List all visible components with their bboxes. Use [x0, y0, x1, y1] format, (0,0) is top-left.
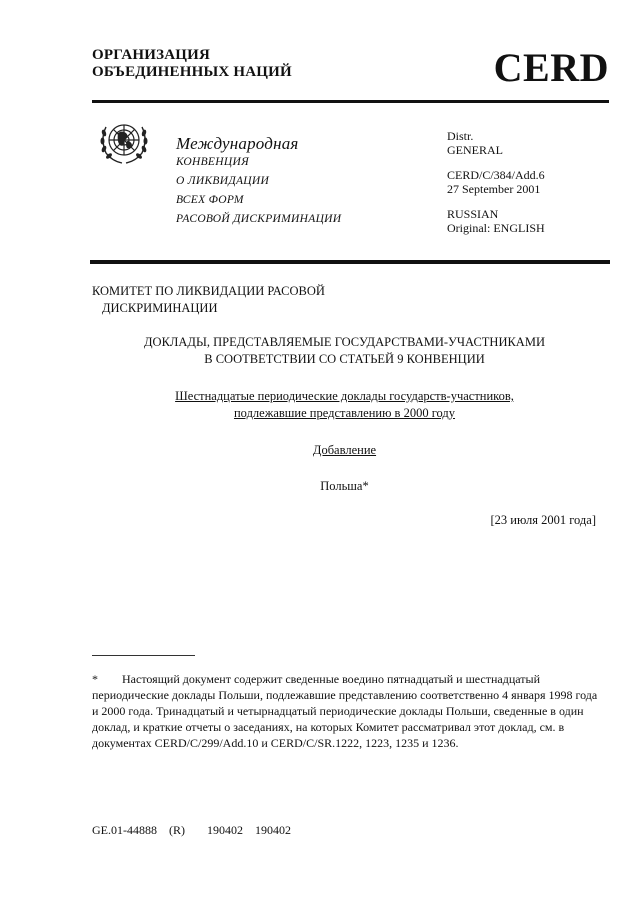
- convention-line-4: ВСЕХ ФОРМ: [176, 194, 244, 206]
- reports-line-2: В СООТВЕТСТВИИ СО СТАТЬЕЙ 9 КОНВЕНЦИИ: [204, 352, 485, 366]
- convention-line-1: Международная: [176, 134, 299, 153]
- reports-heading: [92, 334, 597, 368]
- reports-line-1: ДОКЛАДЫ, ПРЕДСТАВЛЯЕМЫЕ ГОСУДАРСТВАМИ-УЧАСТНИКАМИ: [144, 335, 545, 349]
- convention-line-5: РАСОВОЙ ДИСКРИМИНАЦИИ: [176, 213, 342, 225]
- footnote-marker: *: [92, 672, 98, 686]
- revision-code: (R): [169, 823, 185, 837]
- section-rule: [90, 260, 610, 264]
- report-date: [23 июля 2001 года]: [490, 513, 596, 527]
- footnote-separator: [92, 655, 195, 656]
- document-metadata: [447, 130, 545, 235]
- org-line-1: ОРГАНИЗАЦИЯ: [92, 47, 211, 63]
- addendum-label: Добавление: [312, 443, 377, 457]
- organization-name: [92, 47, 292, 81]
- footnote: [92, 671, 600, 751]
- convention-line-2: КОНВЕНЦИЯ: [176, 156, 249, 168]
- distribution-value: GENERAL: [447, 142, 503, 157]
- code-1: 190402: [207, 823, 243, 837]
- document-symbol: CERD/C/384/Add.6: [447, 168, 545, 182]
- document-date: 27 September 2001: [447, 181, 541, 196]
- committee-line-2: ДИСКРИМИНАЦИИ: [102, 301, 218, 315]
- job-number-line: [92, 823, 291, 838]
- original-language: Original: ENGLISH: [447, 220, 545, 235]
- footnote-text: Настоящий документ содержит сведенные воедино пятнадцатый и шестнадцатый периодические доклады Польши, подлежавшие представлению соответственно 4 января 1998 года и 2000 года. Тринадцатый и четырнадцатый периодические доклады Польши, сведенные в один доклад, и краткие отчеты о заседаниях, на которых Комитет рассматривал этот доклад, см. в документах CERD/C/299/Add.10 и CERD/C/SR.1222, 1223, 1235 и 1236.: [92, 672, 598, 750]
- distribution-label: Distr.: [447, 129, 474, 143]
- org-line-2: ОБЪЕДИНЕННЫХ НАЦИЙ: [92, 64, 292, 80]
- document-language: RUSSIAN: [447, 207, 499, 221]
- header-rule: [92, 100, 609, 103]
- subtitle-line-1: Шестнадцатые периодические доклады государств-участников,: [175, 389, 514, 403]
- periodic-reports-subtitle: [92, 388, 597, 422]
- convention-title: [176, 134, 341, 229]
- committee-name: [92, 283, 325, 317]
- committee-line-1: КОМИТЕТ ПО ЛИКВИДАЦИИ РАСОВОЙ: [92, 284, 325, 298]
- subtitle-line-2: подлежавшие представлению в 2000 году: [233, 406, 456, 420]
- country-heading: Польша*: [320, 479, 369, 493]
- addendum-heading: [92, 442, 597, 459]
- code-2: 190402: [255, 823, 291, 837]
- convention-line-3: О ЛИКВИДАЦИИ: [176, 175, 270, 187]
- document-series-symbol: CERD: [493, 45, 609, 90]
- job-number: GE.01-44888: [92, 823, 157, 837]
- un-emblem-icon: [96, 113, 152, 169]
